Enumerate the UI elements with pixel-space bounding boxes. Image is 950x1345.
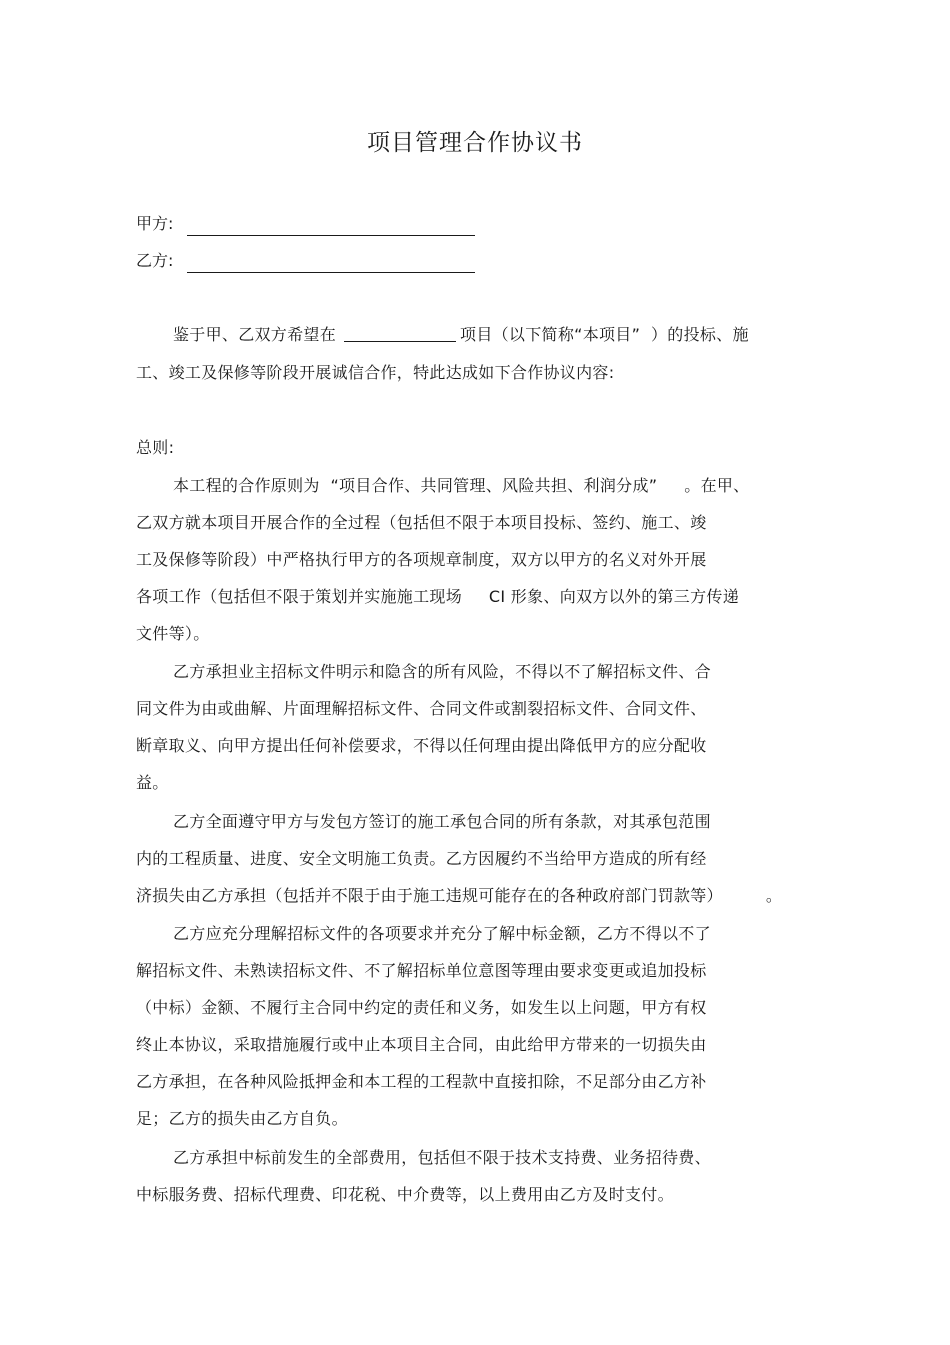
- paragraph-line: 乙方承担，在各种风险抵押金和本工程的工程款中直接扣除，不足部分由乙方补: [136, 1072, 707, 1091]
- preamble-text-after: 项目（以下简称“本项目” ）的投标、施: [460, 325, 749, 344]
- paragraph-line: 益。: [136, 773, 169, 792]
- paragraph-line: 内的工程质量、进度、安全文明施工负责。乙方因履约不当给甲方造成的所有经: [136, 849, 707, 868]
- preamble-text-before: 鉴于甲、乙双方希望在: [173, 325, 337, 344]
- paragraph-line: 乙方承担业主招标文件明示和隐含的所有风险，不得以不了解招标文件、合: [173, 662, 711, 681]
- paragraph-line: 足；乙方的损失由乙方自负。: [136, 1109, 348, 1128]
- paragraph-line: 各项工作（包括但不限于策划并实施施工现场 CI 形象、向双方以外的第三方传递: [136, 587, 740, 606]
- paragraph-line: 本工程的合作原则为 “项目合作、共同管理、风险共担、利润分成” 。在甲、: [173, 476, 750, 495]
- preamble-line-2: 工、竣工及保修等阶段开展诚信合作，特此达成如下合作协议内容:: [136, 363, 615, 382]
- paragraph-line: 同文件为由或曲解、片面理解招标文件、合同文件或割裂招标文件、合同文件、: [136, 699, 707, 718]
- paragraph-line: 终止本协议，采取措施履行或中止本项目主合同，由此给甲方带来的一切损失由: [136, 1035, 707, 1054]
- paragraph-line: 乙方应充分理解招标文件的各项要求并充分了解中标金额，乙方不得以不了: [173, 924, 711, 943]
- party-b-row: [136, 249, 475, 273]
- paragraph-line: 工及保修等阶段）中严格执行甲方的各项规章制度，双方以甲方的名义对外开展: [136, 550, 707, 569]
- paragraph-line: 断章取义、向甲方提出任何补偿要求，不得以任何理由提出降低甲方的应分配收: [136, 736, 707, 755]
- paragraph-line: 解招标文件、未熟读招标文件、不了解招标单位意图等理由要求变更或追加投标: [136, 961, 707, 980]
- paragraph-line: 乙方承担中标前发生的全部费用，包括但不限于技术支持费、业务招待费、: [173, 1148, 711, 1167]
- party-a-label: 甲方:: [136, 214, 174, 233]
- paragraph-line: 乙方全面遵守甲方与发包方签订的施工承包合同的所有条款，对其承包范围: [173, 812, 711, 831]
- party-b-label: 乙方:: [136, 251, 174, 270]
- section-heading: 总则:: [136, 438, 175, 457]
- party-b-blank: [187, 252, 475, 273]
- paragraph-line: 中标服务费、招标代理费、印花税、中介费等，以上费用由乙方及时支付。: [136, 1185, 674, 1204]
- paragraph-line: 文件等）。: [136, 624, 210, 643]
- party-a-row: [136, 212, 475, 236]
- preamble-line-1: [173, 323, 749, 347]
- paragraph-line: 济损失由乙方承担（包括并不限于由于施工违规可能存在的各种政府部门罚款等） 。: [136, 886, 783, 905]
- document-title: 项目管理合作协议书: [367, 130, 583, 156]
- paragraph-line: 乙双方就本项目开展合作的全过程（包括但不限于本项目投标、签约、施工、竣: [136, 513, 707, 532]
- project-name-blank: [344, 323, 456, 342]
- party-a-blank: [187, 215, 475, 236]
- paragraph-line: （中标）金额、不履行主合同中约定的责任和义务，如发生以上问题，甲方有权: [136, 998, 707, 1017]
